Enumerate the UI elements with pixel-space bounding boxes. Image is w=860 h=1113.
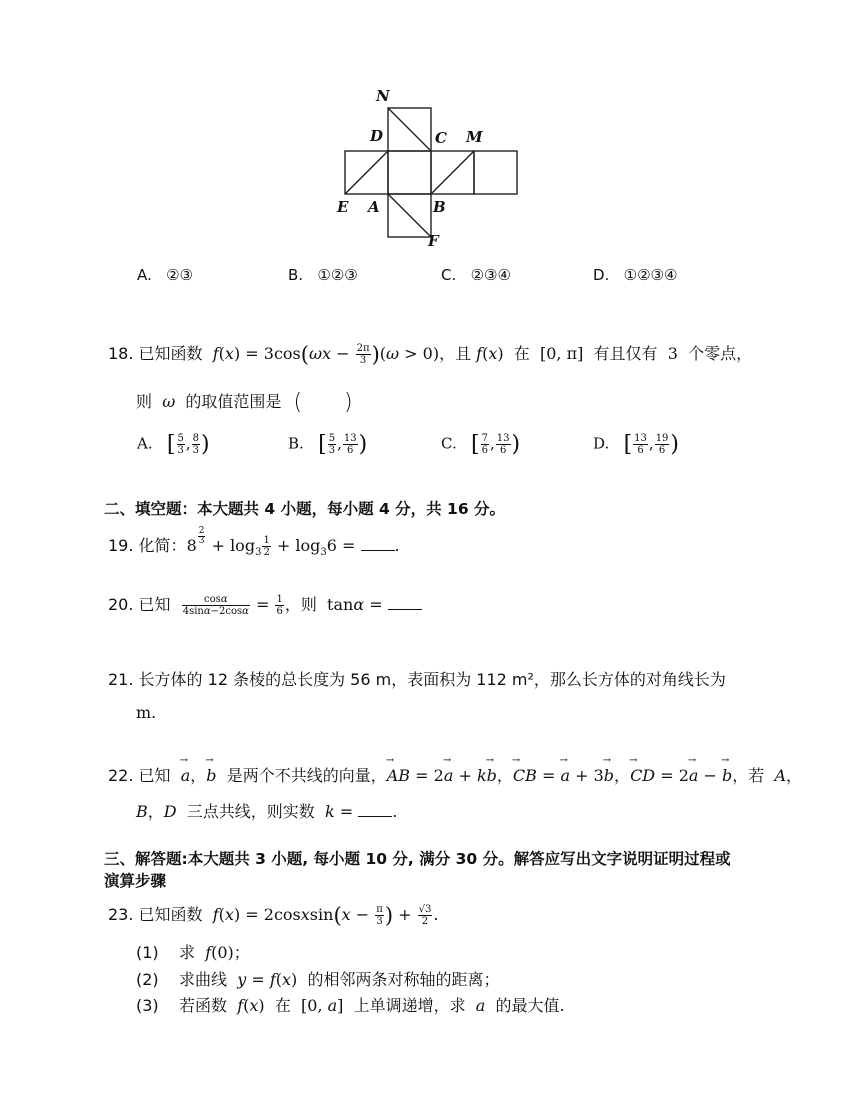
- section2-heading: 二、填空题：本大题共 4 小题，每小题 4 分，共 16 分。: [104, 500, 506, 518]
- label-A: A: [368, 198, 380, 216]
- q17-option-a: A. ②③: [137, 266, 193, 284]
- q22-line2: B，D 三点共线，则实数 k = .: [136, 802, 398, 821]
- q22-line1: 22. 已知 → a，→ b 是两个不共线的向量，→ AB = 2→ a + k→ b，→ CB = → a + 3→ b，→ CD = 2→ a − → b，若 A，: [108, 763, 802, 786]
- q17-option-b: B. ①②③: [288, 266, 358, 284]
- label-D: D: [370, 127, 384, 145]
- label-N: N: [376, 87, 390, 105]
- label-E: E: [337, 198, 349, 216]
- q19: 19. 化简：8 $\frac{2}{3}$ + $\log_3$ $\frac{1}{2}$ + $\log_36$ = .: [108, 526, 400, 558]
- label-B: B: [433, 198, 446, 216]
- q23-stem: 23. 已知函数 f(x) = 2cosxsin(x − $\frac{\pi}{3}$ ) + $\frac{√3}{2}$ .: [108, 903, 439, 928]
- q18-line2: 则 ω 的取值范围是 ( ): [136, 390, 353, 415]
- label-F: F: [428, 232, 439, 250]
- q18-option-b: B. [ $\frac{5}{3}$ , $\frac{13}{6}$ ): [288, 432, 368, 457]
- q18-option-a: A. [ $\frac{5}{3}$ , $\frac{8}{3}$ ): [137, 432, 210, 457]
- q17-option-d: D. ①②③④: [593, 266, 678, 284]
- q23-part3: (3) 若函数 f(x) 在 [0, a] 上单调递增，求 a 的最大值.: [136, 996, 565, 1015]
- q18-line1: 18. 已知函数 f(x) = 3cos(ωx − $\frac{2\pi}{3}$ )(ω > 0)，且 f(x) 在 [0, π] 有且仅有 3 个零点，: [108, 342, 753, 367]
- q17-option-c: C. ②③④: [441, 266, 511, 284]
- label-C: C: [435, 129, 447, 147]
- q21-line1: 21. 长方体的 12 条棱的总长度为 56 m，表面积为 112 m²，那么长方体的对角线长为: [108, 670, 726, 689]
- q18-option-d: D. [ $\frac{13}{6}$ , $\frac{19}{6}$ ): [593, 432, 680, 457]
- section3-heading-line1: 三、解答题:本大题共 3 小题, 每小题 10 分, 满分 30 分。解答应写出文字说明证明过程或: [104, 850, 731, 868]
- q23-part1: (1) 求 f(0)；: [136, 943, 250, 962]
- cube-net-figure: [330, 86, 530, 252]
- q21-line2: m.: [136, 703, 157, 722]
- q20: 20. 已知 $\frac{\cos\alpha}{4\sin\alpha-2\cos\alpha}$ = $\frac{1}{6}$ ，则 tanα =: [108, 592, 422, 617]
- q23-part2: (2) 求曲线 y = f(x) 的相邻两条对称轴的距离；: [136, 970, 500, 989]
- net-square-center: [388, 151, 431, 194]
- q18-option-c: C. [ $\frac{7}{6}$ , $\frac{13}{6}$ ): [441, 432, 521, 457]
- net-square-right2: [474, 151, 517, 194]
- label-M: M: [466, 128, 483, 146]
- section3-heading-line2: 演算步骤: [104, 872, 167, 890]
